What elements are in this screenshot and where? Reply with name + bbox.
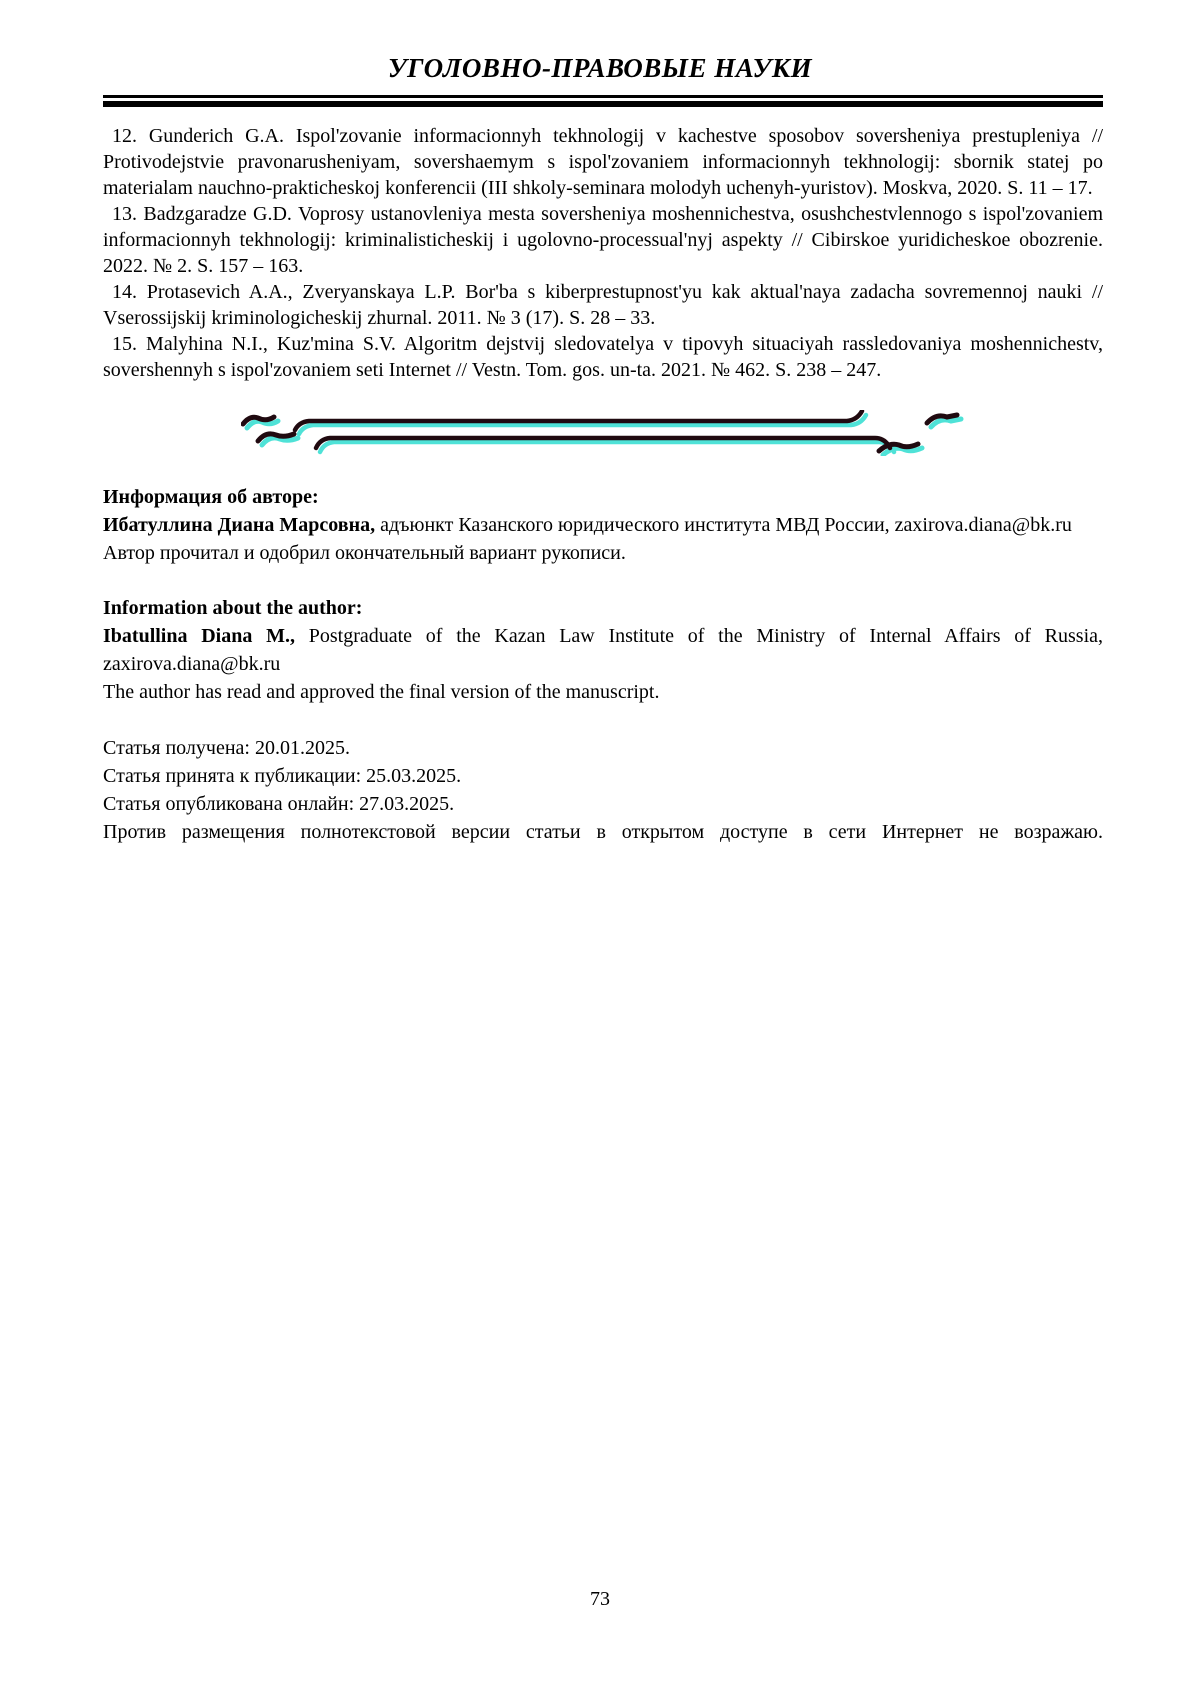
reference-item-13: 13. Badzgaradze G.D. Voprosy ustanovleniya mesta soversheniya moshennichestva, osushchestvlennogo s ispol'zovaniem informacionnyh tekhnologij: kriminalisticheskij i ugolovno-processual'nyj aspekty // Cibirskoe yuridicheskoe obozrenie. 2022. № 2. S. 157 – 163. (103, 203, 1103, 277)
open-access-consent: Против размещения полнотекстовой версии статьи в открытом доступе в сети Интернет не возражаю. (103, 821, 1103, 843)
author-info-en-heading: Information about the author: (103, 597, 363, 619)
author-info-ru (103, 483, 1103, 567)
author-affiliation-ru: адъюнкт Казанского юридического института МВД России, zaxirova.diana@bk.ru (380, 514, 1072, 536)
section-title: УГОЛОВНО-ПРАВОВЫЕ НАУКИ (387, 53, 813, 83)
reference-item-12: 12. Gunderich G.A. Ispol'zovanie informacionnyh tekhnologij v kachestve sposobov soversheniya prestupleniya // Protivodejstvie pravonarusheniyam, sovershaemym s ispol'zovaniem informacionnyh tekhnologij: sbornik statej po materialam nauchno-prakticheskoj konferencii (III shkoly-seminara molodyh uchenyh-yuristov). Moskva, 2020. S. 11 – 17. (103, 125, 1103, 199)
reference-item-15: 15. Malyhina N.I., Kuz'mina S.V. Algoritm dejstvij sledovatelya v tipovyh situaciyah rassledovaniya moshennichestv, sovershennyh s ispol'zovaniem seti Internet // Vestn. Tom. gos. un-ta. 2021. № 462. S. 238 – 247. (103, 333, 1103, 381)
author-name-ru: Ибатуллина Диана Марсовна, (103, 514, 376, 536)
ornamental-divider (241, 410, 965, 456)
author-info-en-line (103, 622, 1103, 678)
ornamental-divider-graphic (241, 410, 965, 456)
page-header (0, 52, 1200, 107)
date-accepted: Статья принята к публикации: 25.03.2025. (103, 765, 462, 787)
author-affiliation-en: Postgraduate of the Kazan Law Institute of the Ministry of Internal Affairs of Russia, zaxirova.diana@bk.ru (103, 625, 1104, 675)
references-list (103, 123, 1103, 383)
article-dates (103, 734, 1103, 846)
page-content (0, 107, 1200, 846)
page-number: 73 (590, 1588, 610, 1610)
author-info-ru-line (103, 511, 1103, 539)
author-note-en: The author has read and approved the final version of the manuscript. (103, 681, 660, 703)
header-double-rule (103, 95, 1103, 107)
reference-item-14: 14. Protasevich A.A., Zveryanskaya L.P. Bor'ba s kiberprestupnost'yu kak aktual'naya zadacha sovremennoj nauki // Vserossijskij kriminologicheskij zhurnal. 2011. № 3 (17). S. 28 – 33. (103, 281, 1103, 329)
date-received: Статья получена: 20.01.2025. (103, 737, 350, 759)
divider-ink-layer (243, 411, 957, 451)
date-published: Статья опубликована онлайн: 27.03.2025. (103, 793, 455, 815)
author-name-en: Ibatullina Diana M., (103, 625, 295, 647)
author-info-en (103, 594, 1103, 706)
author-info-ru-heading: Информация об авторе: (103, 486, 319, 508)
author-note-ru: Автор прочитал и одобрил окончательный вариант рукописи. (103, 542, 626, 564)
